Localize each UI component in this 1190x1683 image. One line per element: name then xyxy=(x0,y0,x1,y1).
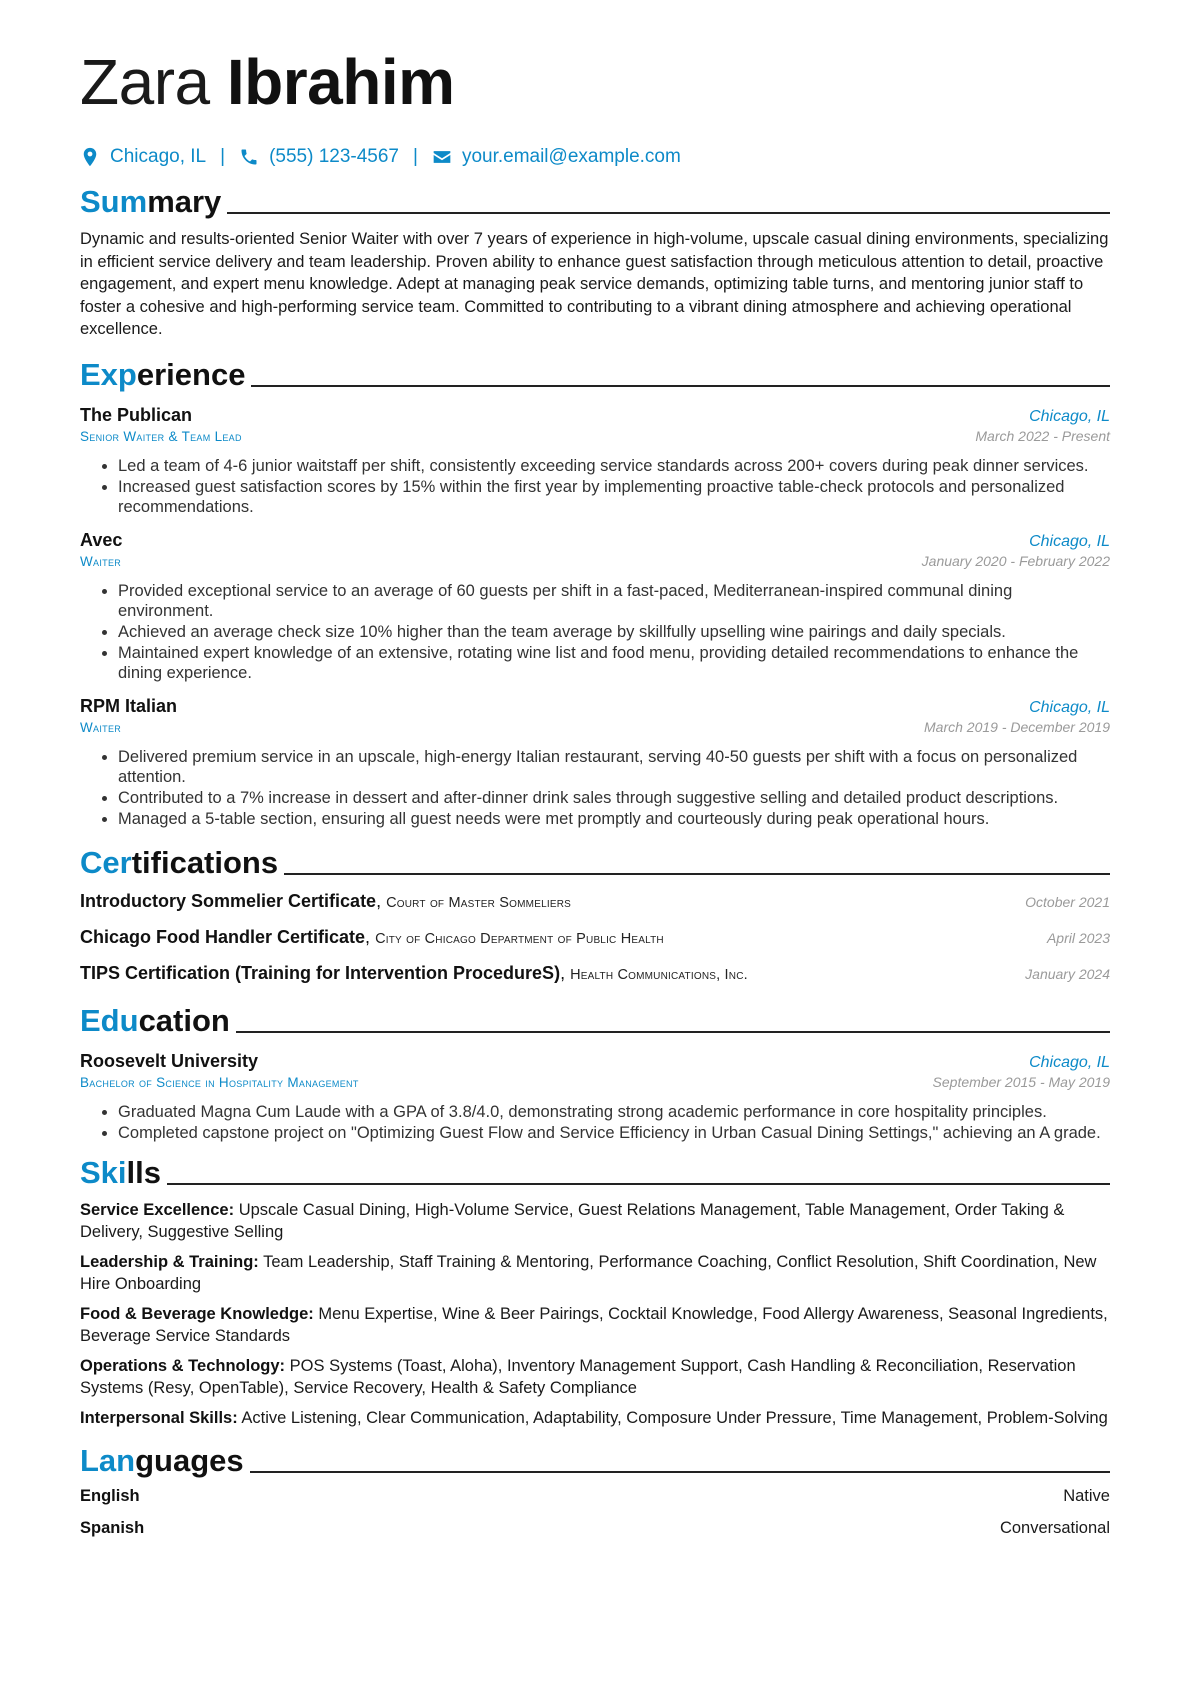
experience-entry xyxy=(80,696,1110,829)
certification-entry: Chicago Food Handler Certificate, City of Chicago Department of Public Health April 2023 xyxy=(80,927,1110,948)
certification-date: April 2023 xyxy=(1046,930,1110,947)
section-rule xyxy=(284,873,1110,875)
skill-label: Food & Beverage Knowledge: xyxy=(80,1305,314,1324)
skill-group xyxy=(80,1199,1110,1243)
certification-entry: TIPS Certification (Training for Intervention ProcedureS), Health Communications, Inc. January 2024 xyxy=(80,963,1110,984)
skills-heading xyxy=(80,1151,1110,1191)
employer-location: Chicago, IL xyxy=(1029,532,1110,550)
phone-icon xyxy=(239,147,259,167)
skill-label: Operations & Technology: xyxy=(80,1357,286,1376)
section-title: Skills xyxy=(80,1155,161,1191)
languages-heading xyxy=(80,1439,1110,1479)
section-rule xyxy=(251,385,1110,387)
email-link[interactable]: your.email@example.com xyxy=(461,146,681,167)
certification-name: Chicago Food Handler Certificate xyxy=(80,927,366,948)
education-dates: September 2015 - May 2019 xyxy=(932,1074,1110,1091)
envelope-icon xyxy=(432,147,452,167)
language-entry xyxy=(80,1487,1110,1511)
certification-date: October 2021 xyxy=(1025,894,1110,911)
achievement-list xyxy=(80,581,1110,684)
education-entry xyxy=(80,1051,1110,1143)
certification-name: Introductory Sommelier Certificate xyxy=(80,891,377,912)
list-item: • Contributed to a 7% increase in dessert and after-dinner drink sales through suggestive selling and detailed product descriptions. xyxy=(118,788,1110,809)
section-title: Certifications xyxy=(80,845,279,881)
section-rule xyxy=(236,1031,1110,1033)
employer-location: Chicago, IL xyxy=(1029,698,1110,716)
summary-text: Dynamic and results-oriented Senior Waiter with over 7 years of experience in high-volume, upscale casual dining environments, specializing in efficient service delivery and team leadership. Proven ability to enhance guest satisfaction through meticulous attention to detail, proactive engagement, and expert menu knowledge. Adept at managing peak service demands, optimizing table turns, and mentoring junior staff to foster a cohesive and high-performing service team. Committed to contributing to a vibrant dining atmosphere and achieving operational excellence. xyxy=(80,230,1109,339)
skill-group xyxy=(80,1407,1110,1429)
language-level: Conversational xyxy=(999,1519,1110,1538)
education-heading xyxy=(80,999,1110,1039)
achievement-list xyxy=(80,747,1110,829)
skill-label: Interpersonal Skills: xyxy=(80,1409,238,1428)
section-rule xyxy=(227,212,1110,214)
contact-line xyxy=(80,144,1110,170)
section-title: Experience xyxy=(80,356,246,392)
job-dates: March 2022 - Present xyxy=(975,427,1110,444)
language-entry xyxy=(80,1519,1110,1543)
contact-separator: | xyxy=(220,146,226,167)
skill-text: Menu Expertise, Wine & Beer Pairings, Cocktail Knowledge, Food Allergy Awareness, Seasonal Ingredients, Beverage Service Standards xyxy=(80,1305,1108,1346)
contact-separator: | xyxy=(413,146,418,167)
section-rule xyxy=(250,1471,1110,1473)
experience-entry xyxy=(80,405,1110,518)
experience-heading xyxy=(80,353,1110,393)
list-item: • Graduated Magna Cum Laude with a GPA of 3.8/4.0, demonstrating strong academic performance in core hospitality principles. xyxy=(118,1102,1110,1123)
employer-location: Chicago, IL xyxy=(1029,407,1110,425)
certification-issuer: Health Communications, Inc. xyxy=(570,967,748,984)
school-location: Chicago, IL xyxy=(1029,1054,1110,1072)
skill-text: Active Listening, Clear Communication, Adaptability, Composure Under Pressure, Time Management, Problem-Solving xyxy=(241,1409,1108,1428)
section-rule xyxy=(167,1183,1110,1185)
employer-name: The Publican xyxy=(80,404,193,425)
skill-label: Leadership & Training: xyxy=(80,1253,259,1272)
achievement-list xyxy=(80,456,1110,518)
certification-issuer: Court of Master Sommeliers xyxy=(386,895,571,912)
job-title: Waiter xyxy=(80,719,122,735)
phone-link[interactable]: (555) 123-4567 xyxy=(269,146,399,167)
job-dates: March 2019 - December 2019 xyxy=(924,718,1110,735)
certification-name: TIPS Certification (Training for Intervention ProcedureS) xyxy=(80,963,561,984)
skill-text: POS Systems (Toast, Aloha), Inventory Management Support, Cash Handling & Reconciliation, Reservation Systems (Resy, OpenTable), Service Recovery, Health & Safety Compliance xyxy=(80,1357,1076,1398)
last-name: Ibrahim xyxy=(226,46,455,118)
language-name: Spanish xyxy=(80,1519,145,1538)
skill-group xyxy=(80,1251,1110,1295)
location-text: Chicago, IL xyxy=(110,146,207,167)
achievement-list xyxy=(80,1102,1110,1143)
employer-name: Avec xyxy=(80,529,123,550)
skill-label: Service Excellence: xyxy=(80,1201,235,1220)
certification-date: January 2024 xyxy=(1025,966,1110,983)
list-item: • Led a team of 4-6 junior waitstaff per shift, consistently exceeding service standards across 200+ covers during peak dinner services. xyxy=(118,456,1110,477)
skill-text: Upscale Casual Dining, High-Volume Service, Guest Relations Management, Table Management, Order Taking & Delivery, Suggestive Selling xyxy=(80,1201,1065,1242)
first-name: Zara xyxy=(80,46,210,118)
certification-entry: Introductory Sommelier Certificate, Court of Master Sommeliers October 2021 xyxy=(80,891,1110,912)
list-item: • Provided exceptional service to an average of 60 guests per shift in a fast-paced, Mediterranean-inspired communal dining environment. xyxy=(118,581,1110,622)
experience-entry xyxy=(80,530,1110,684)
employer-name: RPM Italian xyxy=(80,695,178,716)
school-name: Roosevelt University xyxy=(80,1051,259,1072)
list-item: • Delivered premium service in an upscale, high-energy Italian restaurant, serving 40-50 guests per shift with a focus on personalized attention. xyxy=(118,747,1110,788)
section-title: Summary xyxy=(80,184,222,219)
list-item: • Managed a 5-table section, ensuring all guest needs were met promptly and courteously during peak operational hours. xyxy=(118,809,1110,830)
certification-issuer: City of Chicago Department of Public Health xyxy=(375,931,664,948)
language-level: Native xyxy=(1063,1487,1110,1506)
job-dates: January 2020 - February 2022 xyxy=(921,552,1110,569)
summary-heading xyxy=(80,180,1110,220)
language-name: English xyxy=(80,1487,140,1506)
skill-group xyxy=(80,1355,1110,1399)
degree-title: Bachelor of Science in Hospitality Management xyxy=(80,1075,359,1091)
list-item: • Completed capstone project on "Optimizing Guest Flow and Service Efficiency in Urban Casual Dining Settings," achieving an A grade. xyxy=(118,1123,1110,1144)
list-item: • Increased guest satisfaction scores by 15% within the first year by implementing proactive table-check protocols and personalized recommendations. xyxy=(118,477,1110,518)
certifications-heading xyxy=(80,841,1110,881)
list-item: • Achieved an average check size 10% higher than the team average by skillfully upselling wine pairings and daily specials. xyxy=(118,622,1110,643)
skill-group xyxy=(80,1303,1110,1347)
job-title: Waiter xyxy=(80,553,122,569)
list-item: • Maintained expert knowledge of an extensive, rotating wine list and food menu, providing detailed recommendations to enhance the dining experience. xyxy=(118,643,1110,684)
skill-text: Team Leadership, Staff Training & Mentoring, Performance Coaching, Conflict Resolution, Shift Coordination, New Hire Onboarding xyxy=(80,1253,1097,1294)
job-title: Senior Waiter & Team Lead xyxy=(80,428,242,444)
candidate-name xyxy=(80,44,1110,120)
map-pin-icon xyxy=(80,147,100,167)
section-title: Languages xyxy=(80,1443,244,1479)
section-title: Education xyxy=(80,1003,230,1039)
